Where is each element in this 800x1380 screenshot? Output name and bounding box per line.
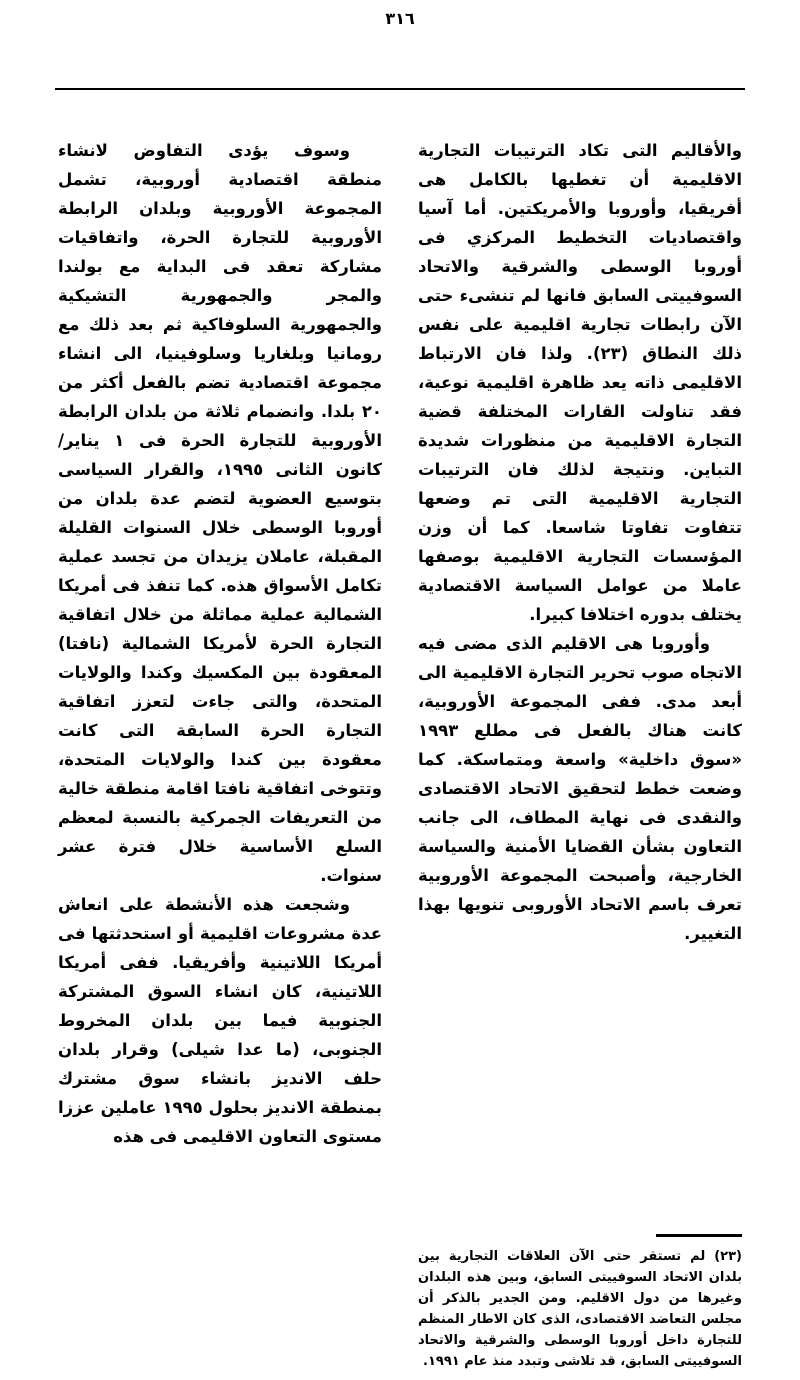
footnote-separator xyxy=(656,1234,742,1237)
header-rule xyxy=(55,88,745,90)
footnote-text: (٢٣) لم تستقر حتى الآن العلاقات التجارية بين بلدان الاتحاد السوفييتى السابق، وبين هذه البلدان وغيرها من دول الاقليم. ومن الجدير بالذكر أن مجلس التعاضد الاقتصادى، الذى كان الاطار المنظم للتجارة داخل أوروبا الوسطى والشرقية والاتحاد السوفييتى السابق، قد تلاشى وتبدد منذ عام ١٩٩١. xyxy=(418,1249,742,1369)
page-number: ٣١٦ xyxy=(385,9,415,28)
column-right xyxy=(418,136,742,1372)
paragraph-right-2: وأوروبا هى الاقليم الذى مضى فيه الاتجاه صوب تحرير التجارة الاقليمية الى أبعد مدى. ففى المجموعة الأوروبية، كانت هناك بالفعل فى مطلع ١٩٩٣ «سوق داخلية» واسعة ومتماسكة. كما وضعت خطط لتحقيق الاتحاد الاقتصادى والنقدى فى نهاية المطاف، الى جانب التعاون بشأن القضايا الأمنية والسياسة الخارجية، وأصبحت المجموعة الأوروبية تعرف باسم الاتحاد الأوروبى تنويها بهذا التغيير. xyxy=(418,634,742,943)
text-columns xyxy=(0,136,800,1372)
column-left xyxy=(58,136,382,1372)
footnote-section xyxy=(418,1224,742,1372)
paragraph-left-2: وشجعت هذه الأنشطة على انعاش عدة مشروعات اقليمية أو استحدثتها فى أمريكا اللاتينية وأفريقيا. ففى أمريكا اللاتينية، كان انشاء السوق المشتركة الجنوبية فيما بين بلدان المخروط الجنوبى، (ما عدا شيلى) وقرار بلدان حلف الانديز بانشاء سوق مشترك بمنطقة الانديز بحلول ١٩٩٥ عاملين عززا مستوى التعاون الاقليمى فى هذه xyxy=(58,895,382,1146)
paragraph-right-1: والأقاليم التى تكاد الترتيبات التجارية الاقليمية أن تغطيها بالكامل هى أفريقيا، وأوروبا والأمريكتين. أما آسيا واقتصاديات التخطيط المركزي فى أوروبا الوسطى والشرقية والاتحاد السوفييتى السابق فانها لم تنشىء حتى الآن رابطات تجارية اقليمية على نفس ذلك النطاق (٢٣). ولذا فان الارتباط الاقليمى ذاته يعد ظاهرة اقليمية نوعية، فقد تناولت القارات المختلفة قضية التجارة الاقليمية من منظورات شديدة التباين. ونتيجة لذلك فان الترتيبات التجارية الاقليمية التى تم وضعها تتفاوت تفاوتا شاسعا. كما أن وزن المؤسسات التجارية الاقليمية بوصفها عاملا من عوامل السياسة الاقتصادية يختلف بدوره اختلافا كبيرا. xyxy=(418,141,743,624)
paragraph-left-1: وسوف يؤدى التفاوض لانشاء منطقة اقتصادية أوروبية، تشمل المجموعة الأوروبية وبلدان الرابطة الأوروبية للتجارة الحرة، واتفاقيات مشاركة تعقد فى البداية مع بولندا والمجر والجمهورية التشيكية والجمهورية السلوفاكية ثم بعد ذلك مع رومانيا وبلغاريا وسلوفينيا، الى انشاء مجموعة اقتصادية تضم بالفعل أكثر من ٢٠ بلدا. وانضمام ثلاثة من بلدان الرابطة الأوروبية للتجارة الحرة فى ١ يناير/كانون الثانى ١٩٩٥، والقرار السياسى بتوسيع العضوية لتضم عدة بلدان من أوروبا الوسطى خلال السنوات القليلة المقبلة، عاملان يزيدان من تجسد عملية تكامل الأسواق هذه. كما تنفذ فى أمريكا الشمالية عملية مماثلة من خلال اتفاقية التجارة الحرة لأمريكا الشمالية (نافتا) المعقودة بين المكسيك وكندا والولايات المتحدة، والتى جاءت لتعزز اتفاقية التجارة الحرة السابقة التى كانت معقودة بين كندا والولايات المتحدة، وتتوخى اتفاقية نافتا اقامة منطقة خالية من التعريفات الجمركية بالنسبة لمعظم السلع الأساسية خلال فترة عشر سنوات. xyxy=(58,141,382,885)
